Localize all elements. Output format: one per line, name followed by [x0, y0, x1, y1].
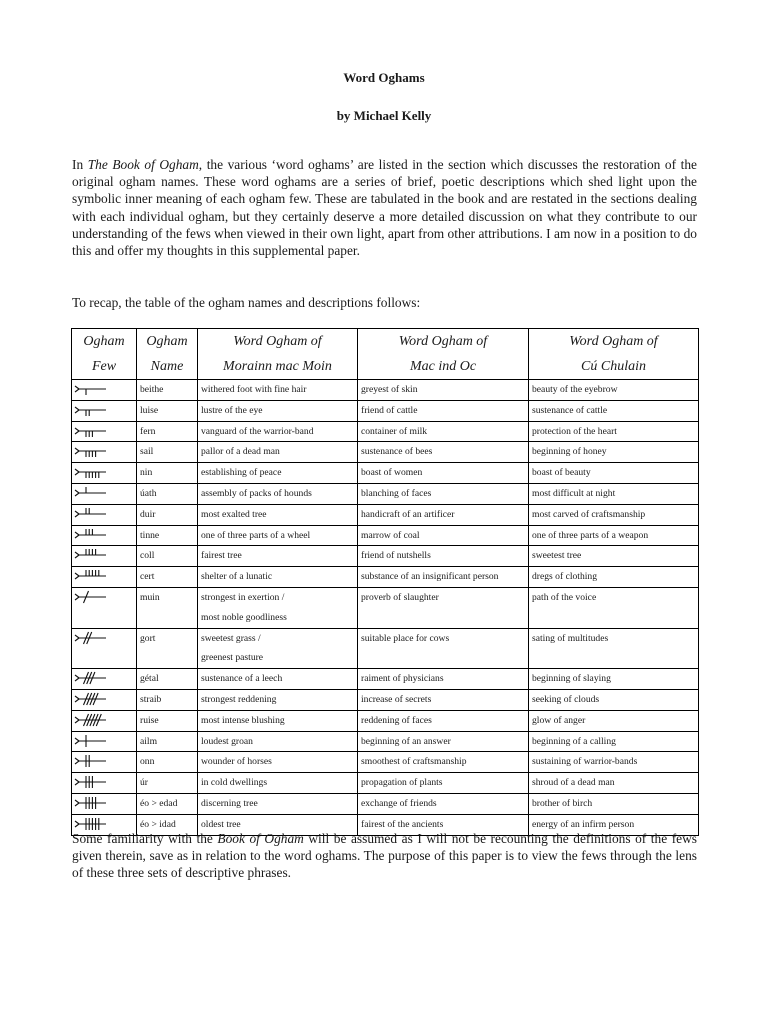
ogham-few-cell	[72, 463, 137, 484]
ogham-table	[71, 328, 699, 836]
ogham-glyph-icon	[72, 505, 112, 523]
ogham-name-cell: duir	[137, 504, 198, 525]
ogham-name-cell: fern	[137, 421, 198, 442]
cu-chulain-cell: beauty of the eyebrow	[529, 380, 699, 401]
table-row	[72, 567, 699, 588]
mac-ind-oc-cell: suitable place for cows	[358, 628, 529, 669]
table-row	[72, 628, 699, 669]
ogham-glyph-icon	[72, 484, 112, 502]
closing-paragraph: Some familiarity with the Book of Ogham will be assumed as I will not be recounting the definitions of the fews given therein, save as in relation to the word oghams. The purpose of this paper is to view the fews through the lens of these three sets of descriptive phrases.	[72, 831, 697, 881]
ogham-name-cell: coll	[137, 546, 198, 567]
morainn-cell: strongest reddening	[198, 689, 358, 710]
morainn-cell: wounder of horses	[198, 752, 358, 773]
intro-paragraph: In The Book of Ogham, the various ‘word oghams’ are listed in the section which discusses the restoration of the original ogham names. These word oghams are a series of brief, poetic descriptions which shed light upon the symbolic inner meaning of each ogham few. These are tabulated in the book and are restated in the sections dealing with each individual ogham, but they certainly deserve a more detailed discussion on what they contribute to our understanding of the fews when viewed in their own light, apart from other attributions. I am now in a position to do this and offer my thoughts in this supplemental paper.	[72, 157, 697, 259]
cu-chulain-cell: beginning of honey	[529, 442, 699, 463]
ogham-few-cell	[72, 710, 137, 731]
document-title: Word Oghams	[343, 70, 425, 85]
ogham-few-cell	[72, 442, 137, 463]
cu-chulain-cell: sustaining of warrior-bands	[529, 752, 699, 773]
ogham-few-cell	[72, 525, 137, 546]
cu-chulain-cell: dregs of clothing	[529, 567, 699, 588]
ogham-glyph-icon	[72, 526, 112, 544]
ogham-name-cell: éo > idad	[137, 814, 198, 835]
column-header: Ogham Name	[137, 329, 198, 380]
ogham-glyph-icon	[72, 588, 112, 606]
mac-ind-oc-cell: reddening of faces	[358, 710, 529, 731]
cu-chulain-cell: one of three parts of a weapon	[529, 525, 699, 546]
ogham-few-cell	[72, 689, 137, 710]
document-author: by Michael Kelly	[336, 108, 432, 123]
ogham-name-cell: úath	[137, 483, 198, 504]
table-row	[72, 421, 699, 442]
table-row	[72, 442, 699, 463]
morainn-cell: establishing of peace	[198, 463, 358, 484]
cu-chulain-cell: shroud of a dead man	[529, 773, 699, 794]
cu-chulain-cell: most difficult at night	[529, 483, 699, 504]
table-header-row	[72, 329, 699, 380]
cu-chulain-cell: sating of multitudes	[529, 628, 699, 669]
mac-ind-oc-cell: increase of secrets	[358, 689, 529, 710]
ogham-glyph-icon	[72, 669, 112, 687]
ogham-name-cell: ruise	[137, 710, 198, 731]
ogham-name-cell: luise	[137, 400, 198, 421]
mac-ind-oc-cell: propagation of plants	[358, 773, 529, 794]
ogham-few-cell	[72, 793, 137, 814]
ogham-few-cell	[72, 752, 137, 773]
mac-ind-oc-cell: raiment of physicians	[358, 669, 529, 690]
morainn-cell: fairest tree	[198, 546, 358, 567]
ogham-name-cell: onn	[137, 752, 198, 773]
book-title: The Book of Ogham	[87, 157, 199, 172]
mac-ind-oc-cell: marrow of coal	[358, 525, 529, 546]
ogham-glyph-icon	[72, 463, 112, 481]
mac-ind-oc-cell: exchange of friends	[358, 793, 529, 814]
cu-chulain-cell: sustenance of cattle	[529, 400, 699, 421]
ogham-few-cell	[72, 731, 137, 752]
ogham-name-cell: gort	[137, 628, 198, 669]
ogham-name-cell: cert	[137, 567, 198, 588]
morainn-cell: sweetest grass / greenest pasture	[198, 628, 358, 669]
mac-ind-oc-cell: fairest of the ancients	[358, 814, 529, 835]
table-row	[72, 525, 699, 546]
morainn-cell: withered foot with fine hair	[198, 380, 358, 401]
table-row	[72, 504, 699, 525]
mac-ind-oc-cell: smoothest of craftsmanship	[358, 752, 529, 773]
ogham-glyph-icon	[72, 422, 112, 440]
mac-ind-oc-cell: greyest of skin	[358, 380, 529, 401]
table-row	[72, 546, 699, 567]
table-body	[72, 380, 699, 836]
cu-chulain-cell: energy of an infirm person	[529, 814, 699, 835]
ogham-few-cell	[72, 546, 137, 567]
table-row	[72, 669, 699, 690]
ogham-few-cell	[72, 628, 137, 669]
ogham-glyph-icon	[72, 380, 112, 398]
table-row	[72, 400, 699, 421]
table-row	[72, 773, 699, 794]
ogham-name-cell: sail	[137, 442, 198, 463]
cu-chulain-cell: most carved of craftsmanship	[529, 504, 699, 525]
ogham-few-cell	[72, 380, 137, 401]
morainn-cell: one of three parts of a wheel	[198, 525, 358, 546]
ogham-glyph-icon	[72, 732, 112, 750]
mac-ind-oc-cell: substance of an insignificant person	[358, 567, 529, 588]
table-row	[72, 689, 699, 710]
mac-ind-oc-cell: blanching of faces	[358, 483, 529, 504]
ogham-name-cell: ailm	[137, 731, 198, 752]
ogham-glyph-icon	[72, 752, 112, 770]
cu-chulain-cell: brother of birch	[529, 793, 699, 814]
ogham-glyph-icon	[72, 690, 112, 708]
ogham-few-cell	[72, 669, 137, 690]
cu-chulain-cell: beginning of slaying	[529, 669, 699, 690]
morainn-cell: assembly of packs of hounds	[198, 483, 358, 504]
morainn-cell: loudest groan	[198, 731, 358, 752]
ogham-name-cell: straib	[137, 689, 198, 710]
ogham-few-cell	[72, 567, 137, 588]
ogham-few-cell	[72, 773, 137, 794]
ogham-glyph-icon	[72, 794, 112, 812]
mac-ind-oc-cell: sustenance of bees	[358, 442, 529, 463]
ogham-few-cell	[72, 587, 137, 628]
table-row	[72, 587, 699, 628]
ogham-few-cell	[72, 504, 137, 525]
column-header: Word Ogham of Morainn mac Moin	[198, 329, 358, 380]
ogham-name-cell: úr	[137, 773, 198, 794]
table-row	[72, 380, 699, 401]
column-header: Word Ogham of Cú Chulain	[529, 329, 699, 380]
ogham-name-cell: gétal	[137, 669, 198, 690]
morainn-cell: sustenance of a leech	[198, 669, 358, 690]
morainn-cell: in cold dwellings	[198, 773, 358, 794]
morainn-cell: vanguard of the warrior-band	[198, 421, 358, 442]
table-row	[72, 483, 699, 504]
column-header: Word Ogham of Mac ind Oc	[358, 329, 529, 380]
recap-paragraph: To recap, the table of the ogham names and descriptions follows:	[72, 295, 421, 310]
book-title: Book of Ogham	[217, 831, 304, 846]
morainn-cell: lustre of the eye	[198, 400, 358, 421]
ogham-name-cell: nin	[137, 463, 198, 484]
cu-chulain-cell: seeking of clouds	[529, 689, 699, 710]
ogham-glyph-icon	[72, 401, 112, 419]
ogham-glyph-icon	[72, 711, 112, 729]
ogham-glyph-icon	[72, 546, 112, 564]
ogham-few-cell	[72, 421, 137, 442]
ogham-name-cell: éo > edad	[137, 793, 198, 814]
ogham-name-cell: beithe	[137, 380, 198, 401]
column-header: Ogham Few	[72, 329, 137, 380]
ogham-glyph-icon	[72, 442, 112, 460]
table-row	[72, 752, 699, 773]
ogham-glyph-icon	[72, 773, 112, 791]
ogham-glyph-icon	[72, 567, 112, 585]
cu-chulain-cell: path of the voice	[529, 587, 699, 628]
cu-chulain-cell: sweetest tree	[529, 546, 699, 567]
ogham-few-cell	[72, 400, 137, 421]
ogham-name-cell: tinne	[137, 525, 198, 546]
cu-chulain-cell: boast of beauty	[529, 463, 699, 484]
cu-chulain-cell: glow of anger	[529, 710, 699, 731]
mac-ind-oc-cell: friend of cattle	[358, 400, 529, 421]
mac-ind-oc-cell: beginning of an answer	[358, 731, 529, 752]
table-row	[72, 793, 699, 814]
table-row	[72, 463, 699, 484]
cu-chulain-cell: protection of the heart	[529, 421, 699, 442]
mac-ind-oc-cell: proverb of slaughter	[358, 587, 529, 628]
table-row	[72, 710, 699, 731]
ogham-few-cell	[72, 483, 137, 504]
morainn-cell: most exalted tree	[198, 504, 358, 525]
morainn-cell: shelter of a lunatic	[198, 567, 358, 588]
mac-ind-oc-cell: boast of women	[358, 463, 529, 484]
mac-ind-oc-cell: handicraft of an artificer	[358, 504, 529, 525]
mac-ind-oc-cell: container of milk	[358, 421, 529, 442]
morainn-cell: pallor of a dead man	[198, 442, 358, 463]
cu-chulain-cell: beginning of a calling	[529, 731, 699, 752]
mac-ind-oc-cell: friend of nutshells	[358, 546, 529, 567]
morainn-cell: most intense blushing	[198, 710, 358, 731]
morainn-cell: strongest in exertion / most noble goodliness	[198, 587, 358, 628]
ogham-glyph-icon	[72, 629, 112, 647]
morainn-cell: discerning tree	[198, 793, 358, 814]
table-row	[72, 731, 699, 752]
ogham-name-cell: muin	[137, 587, 198, 628]
morainn-cell: oldest tree	[198, 814, 358, 835]
